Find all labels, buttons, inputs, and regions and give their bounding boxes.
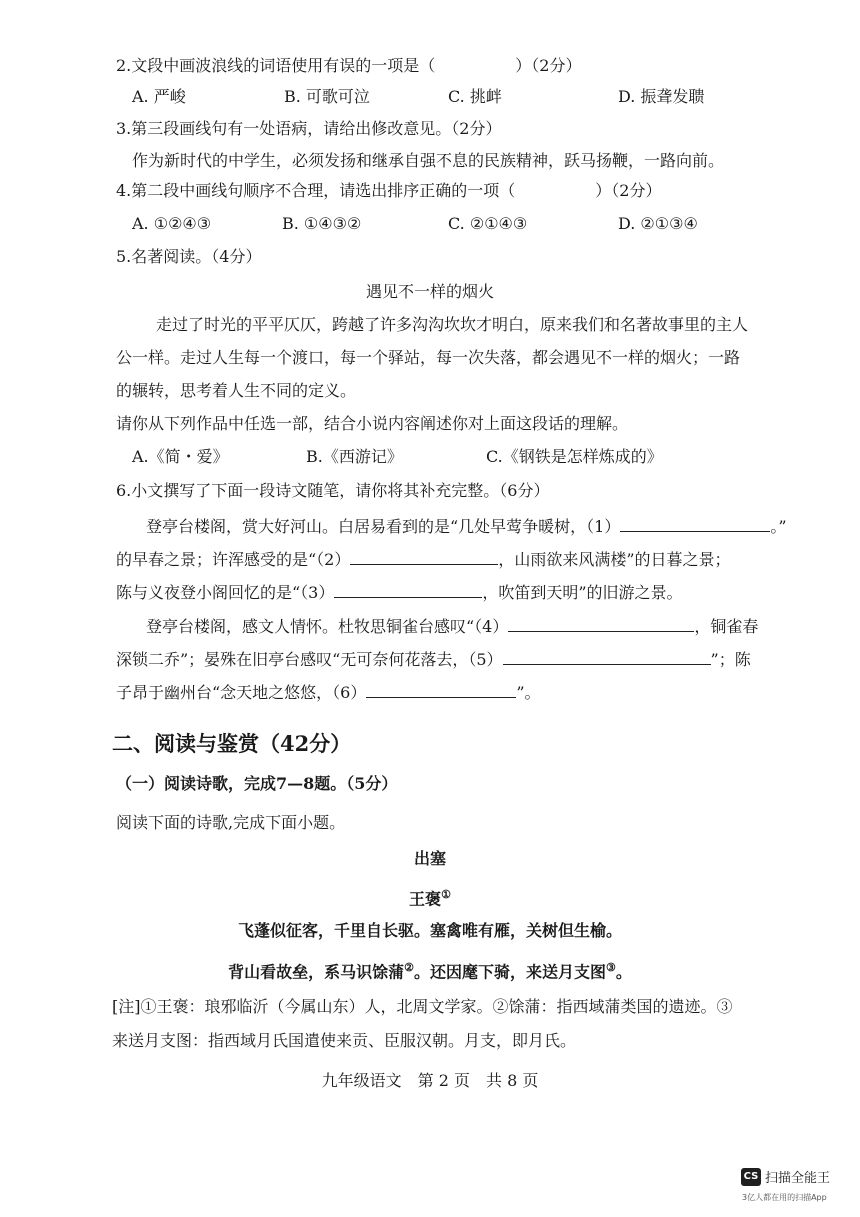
scanner-app-name: 扫描全能王 xyxy=(765,1171,831,1186)
section-2-subheading: （一）阅读诗歌，完成7—8题。（5分） xyxy=(116,774,398,793)
section-2-heading: 二、阅读与鉴赏（42分） xyxy=(112,731,352,756)
cs-logo-icon: CS xyxy=(741,1168,761,1186)
q5-option-b: B.《西游记》 xyxy=(306,447,403,466)
q6-line-5 xyxy=(116,647,751,671)
q6-line-4-text: 登亭台楼阁，感文人情怀。杜牧思铜雀台感叹“（4） xyxy=(146,617,509,636)
q2-stem: 2.文段中画波浪线的词语使用有误的一项是（ ）（2分） xyxy=(116,56,582,75)
poem-line-2-part-3: 。 xyxy=(615,962,632,982)
q4-option-c: C. ②①④③ xyxy=(448,214,528,233)
poem-author-note: ① xyxy=(441,888,451,901)
q2-option-d: D. 振聋发聩 xyxy=(618,87,705,106)
poem-author-name: 王褒 xyxy=(409,889,442,909)
blank-2[interactable] xyxy=(350,547,498,565)
poem-line-2-part-1: 背山看故垒，系马识馀蒲 xyxy=(228,962,405,982)
q5-passage-line-2: 公一样。走过人生每一个渡口，每一个驿站，每一次失落，都会遇见不一样的烟火；一路 xyxy=(116,348,741,367)
q4-option-b: B. ①④③② xyxy=(282,214,362,233)
q2-option-a: A. 严峻 xyxy=(132,87,186,106)
poem-author xyxy=(0,884,860,910)
blank-4[interactable] xyxy=(508,614,694,632)
q6-line-2-text: 的早春之景；许浑感受的是“（2） xyxy=(116,550,351,569)
poem-line-1: 飞蓬似征客，千里自长驱。塞禽唯有雁，关树但生榆。 xyxy=(237,921,622,940)
q5-option-a: A.《简・爱》 xyxy=(132,447,229,466)
q6-line-3-end: ，吹笛到天明”的旧游之景。 xyxy=(482,583,683,602)
q6-line-1 xyxy=(146,514,787,538)
q5-passage-line-1: 走过了时光的平平仄仄，跨越了许多沟沟坎坎才明白，原来我们和名著故事里的主人 xyxy=(156,315,749,334)
q5-prompt: 请你从下列作品中任选一部，结合小说内容阐述你对上面这段话的理解。 xyxy=(116,414,629,433)
q6-line-4-end: ，铜雀春 xyxy=(694,617,759,636)
q4-option-d: D. ②①③④ xyxy=(618,214,698,233)
q4-stem: 4.第二段中画线句顺序不合理，请选出排序正确的一项（ ）（2分） xyxy=(116,181,662,200)
q6-line-2-end: ，山雨欲来风满楼”的日暮之景； xyxy=(498,550,731,569)
q6-line-5-end: ”；陈 xyxy=(710,650,751,669)
poem-note-line-2: 来送月支图：指西域月氏国遣使来贡、臣服汉朝。月支，即月氏。 xyxy=(112,1031,577,1050)
section-2-intro: 阅读下面的诗歌,完成下面小题。 xyxy=(116,813,346,832)
blank-3[interactable] xyxy=(334,580,482,598)
poem-line-2-note-a: ② xyxy=(404,961,414,974)
q6-line-5-text: 深锁二乔”；晏殊在旧亭台感叹“无可奈何花落去，（5） xyxy=(116,650,503,669)
q6-line-6 xyxy=(116,680,541,704)
q6-line-4 xyxy=(146,614,758,638)
q5-passage-line-3: 的辗转，思考着人生不同的定义。 xyxy=(116,381,357,400)
q2-option-b: B. 可歌可泣 xyxy=(284,87,370,106)
poem-line-2-note-b: ③ xyxy=(606,961,616,974)
q6-stem: 6.小文撰写了下面一段诗文随笔，请你将其补充完整。（6分） xyxy=(116,481,550,500)
blank-1[interactable] xyxy=(620,514,770,532)
q6-line-1-text: 登亭台楼阁，赏大好河山。白居易看到的是“几处早莺争暖树，（1） xyxy=(146,517,621,536)
scanner-tagline: 3亿人都在用的扫描App xyxy=(742,1193,827,1202)
q6-line-2 xyxy=(116,547,731,571)
page-footer: 九年级语文 第 2 页 共 8 页 xyxy=(321,1071,539,1090)
blank-5[interactable] xyxy=(503,647,711,665)
q4-option-a: A. ①②④③ xyxy=(132,214,212,233)
poem-title: 出塞 xyxy=(413,849,446,868)
blank-6[interactable] xyxy=(366,680,516,698)
poem-note-line-1: [注]①王褒：琅邪临沂（今属山东）人，北周文学家。②馀蒲：指西域蒲类国的遗迹。③ xyxy=(112,997,733,1016)
q6-line-6-end: ”。 xyxy=(516,683,541,702)
q3-sentence: 作为新时代的中学生，必须发扬和继承自强不息的民族精神，跃马扬鞭，一路向前。 xyxy=(132,151,725,170)
poem-line-2 xyxy=(0,957,860,983)
q2-option-c: C. 挑衅 xyxy=(448,87,502,106)
q5-option-c: C.《钢铁是怎样炼成的》 xyxy=(486,447,663,466)
q6-line-1-end: 。” xyxy=(770,517,787,536)
q5-passage-title: 遇见不一样的烟火 xyxy=(365,282,494,301)
poem-line-2-part-2: 。还因麾下骑，来送月支图 xyxy=(413,962,606,982)
q5-stem: 5.名著阅读。（4分） xyxy=(116,247,262,266)
q6-line-3 xyxy=(116,580,683,604)
q3-stem: 3.第三段画线句有一处语病，请给出修改意见。（2分） xyxy=(116,119,502,138)
scanner-logo xyxy=(741,1167,830,1186)
q6-line-6-text: 子昂于幽州台“念天地之悠悠，（6） xyxy=(116,683,367,702)
q6-line-3-text: 陈与义夜登小阁回忆的是“（3） xyxy=(116,583,335,602)
